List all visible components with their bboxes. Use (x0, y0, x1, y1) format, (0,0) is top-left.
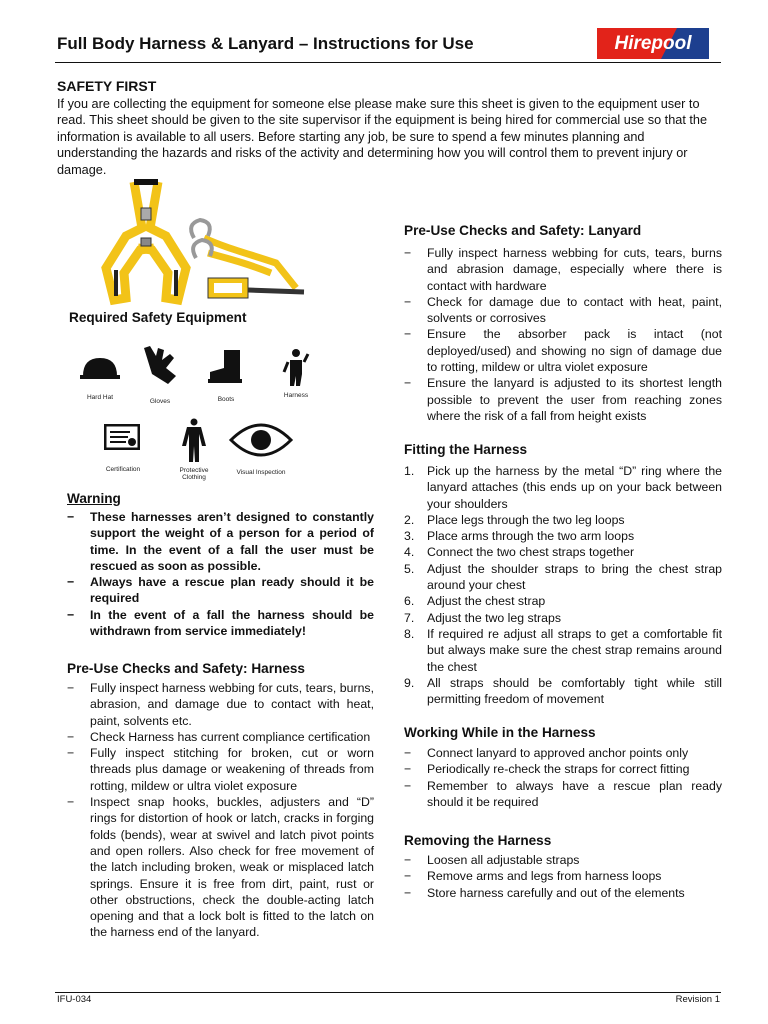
list-item: 1. Pick up the harness by the metal “D” ring where the lanyard attaches (this ends up on your back between your shoulders (404, 464, 722, 511)
certification-icon (104, 424, 140, 450)
harness-label: Harness (283, 392, 309, 399)
list-item: 2. Place legs through the two leg loops (404, 512, 625, 527)
eye-icon (228, 420, 294, 460)
working-list (404, 745, 722, 810)
list-item: 5. Adjust the shoulder straps to bring the chest strap around your chest (404, 561, 722, 593)
harness-checks-heading: Pre-Use Checks and Safety: Harness (67, 661, 305, 676)
fitting-steps-list (404, 463, 722, 707)
harness-icon (282, 348, 312, 388)
warning-list (67, 509, 374, 639)
list-item: − Inspect snap hooks, buckles, adjusters and “D” rings for distortion of hook or latch, cracks in forging folds (bends), wear at swivel and latch pivot points and open rollers. Also check for free movement of the latch including broken, weak or misplaced latch springs. Ensure it is free from dirt, paint, rust or other obstructions, check the double-acting latch opening and that a lock bolt is fitted to the latch on the harness end of the lanyard. (67, 794, 374, 941)
hard-hat-label: Hard Hat (86, 394, 113, 401)
revision: Revision 1 (675, 994, 720, 1005)
doc-code: IFU-034 (57, 994, 92, 1005)
lanyard-checks-heading: Pre-Use Checks and Safety: Lanyard (404, 223, 642, 238)
list-item: − Always have a rescue plan ready should it be required (67, 574, 374, 607)
list-item: − Remember to always have a rescue plan ready should it be required (404, 778, 722, 811)
list-item: − Store harness carefully and out of the elements (404, 885, 722, 901)
certification-label: Certification (105, 466, 141, 473)
hirepool-logo (597, 28, 709, 59)
list-item: − In the event of a fall the harness should be withdrawn from service immediately! (67, 607, 374, 640)
header-rule (55, 62, 721, 63)
visual-inspection-label: Visual Inspection (236, 469, 286, 476)
gloves-icon (138, 344, 182, 386)
required-equipment-heading: Required Safety Equipment (69, 310, 247, 325)
list-item: − Check Harness has current compliance certification (67, 729, 374, 745)
lanyard-checks-list (404, 245, 722, 424)
list-item: − Fully inspect harness webbing for cuts, tears, burns, abrasion, and damage due to contact with heat, paint, solvents etc. (67, 680, 374, 729)
list-item: − Loosen all adjustable straps (404, 852, 722, 868)
logo-text: Hirepool (614, 33, 692, 54)
list-item: 6. Adjust the chest strap (404, 594, 546, 609)
harness-checks-list (67, 680, 374, 941)
safety-first-text: If you are collecting the equipment for someone else please make sure this sheet is given to the equipment user to read. This sheet should be given to the site supervisor if the equipment is being hired for commercial use so that the information is available to all users. Before starting any job, be sure to spend a few minutes planning and understanding the hazards and risks of the activity and determining how you will control them to prevent injury or damage. (57, 97, 708, 177)
fitting-heading: Fitting the Harness (404, 442, 528, 457)
list-item: 9. All straps should be comfortably tight while still permitting freedom of movement (404, 675, 722, 707)
list-item: − Connect lanyard to approved anchor points only (404, 745, 722, 761)
list-item: − These harnesses aren’t designed to constantly support the weight of a person for a period of time. In the event of a fall the user must be rescued as soon as possible. (67, 509, 374, 574)
list-item: − Fully inspect stitching for broken, cut or worn threads plus damage or weakening of threads from rotting, mildew or ultra violet exposure (67, 745, 374, 794)
protective-clothing-label: Protective Clothing (179, 467, 209, 481)
boots-label: Boots (217, 396, 235, 403)
working-heading: Working While in the Harness (404, 725, 596, 740)
gloves-label: Gloves (149, 398, 171, 405)
safety-first-heading: SAFETY FIRST (57, 78, 157, 94)
document-title: Full Body Harness & Lanyard – Instructions for Use (57, 34, 474, 53)
list-item: 3. Place arms through the two arm loops (404, 529, 635, 544)
list-item: 8. If required re adjust all straps to get a comfortable fit but always make sure the chest strap remains around the chest (404, 626, 722, 674)
list-item: 7. Adjust the two leg straps (404, 610, 561, 625)
list-item: − Check for damage due to contact with heat, paint, solvents or corrosives (404, 294, 722, 327)
hard-hat-icon (80, 354, 120, 382)
protective-clothing-icon (178, 418, 210, 464)
removing-list (404, 852, 722, 901)
list-item: − Periodically re-check the straps for correct fitting (404, 761, 722, 777)
boots-icon (206, 348, 246, 384)
removing-heading: Removing the Harness (404, 833, 552, 848)
list-item: − Ensure the lanyard is adjusted to its shortest length possible to prevent the user from reaching zones where the risk of a fall from height exists (404, 375, 722, 424)
harness-lanyard-image (96, 178, 316, 308)
list-item: 4. Connect the two chest straps together (404, 545, 635, 560)
list-item: − Fully inspect harness webbing for cuts, tears, burns and abrasion damage, especially where there is contact with hardware (404, 245, 722, 294)
list-item: − Ensure the absorber pack is intact (not deployed/used) and showing no sign of damage due to rotting, mildew or ultra violet exposure (404, 326, 722, 375)
warning-heading: Warning (67, 491, 121, 506)
list-item: − Remove arms and legs from harness loops (404, 868, 722, 884)
footer-rule (55, 992, 721, 993)
